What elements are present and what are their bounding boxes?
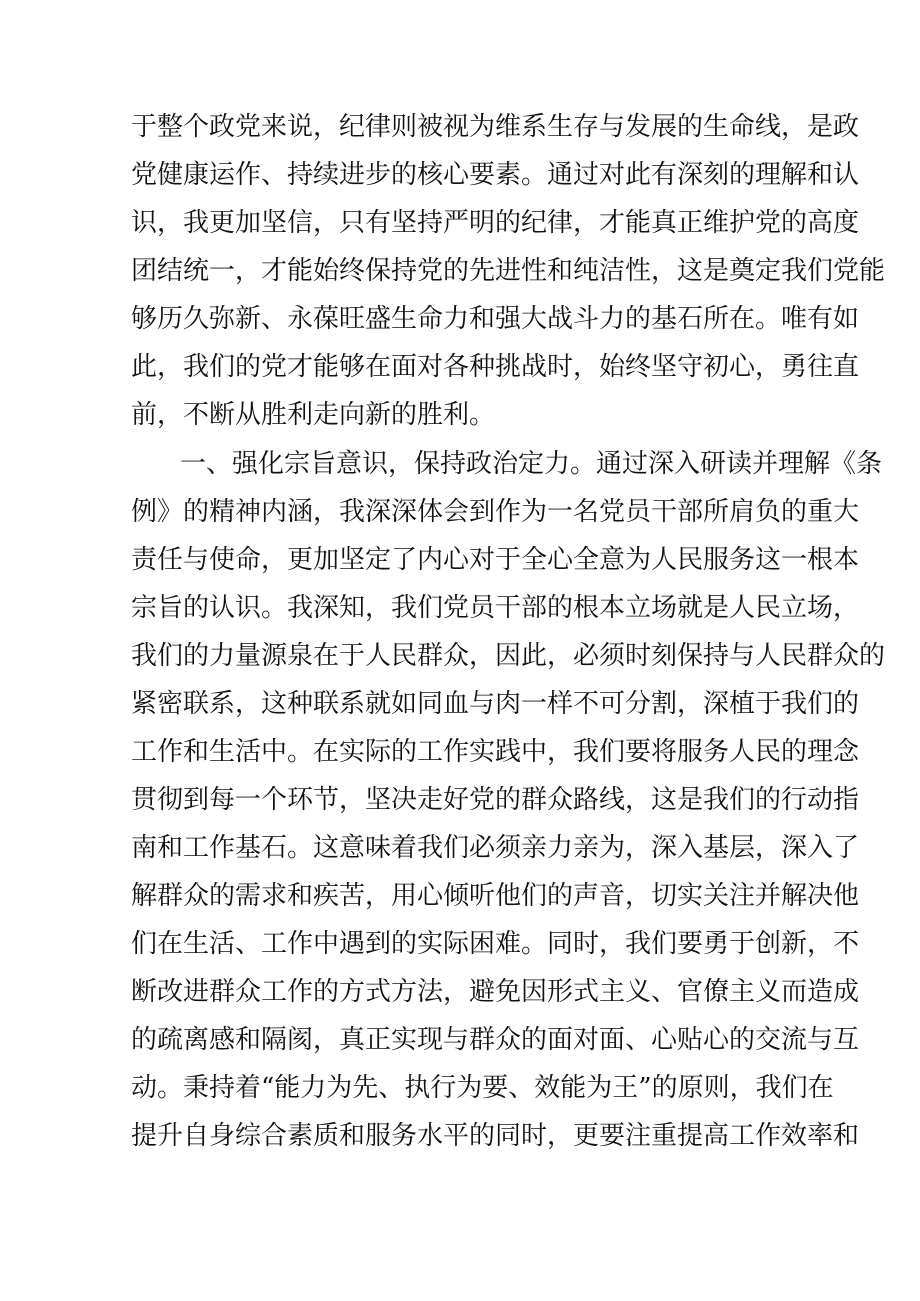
paragraph-1-line-5: 够历久弥新、永葆旺盛生命力和强大战斗力的基石所在。唯有如 <box>131 304 860 334</box>
paragraph-2-line-6: 紧密联系，这种联系就如同血与肉一样不可分割，深植于我们的 <box>131 689 860 719</box>
paragraph-2-line-3: 责任与使命，更加坚定了内心对于全心全意为人民服务这一根本 <box>131 545 860 575</box>
paragraph-2-line-12: 断改进群众工作的方式方法，避免因形式主义、官僚主义而造成 <box>131 977 860 1007</box>
paragraph-1-line-2: 党健康运作、持续进步的核心要素。通过对此有深刻的理解和认 <box>131 160 860 190</box>
paragraph-2-line-10: 解群众的需求和疾苦，用心倾听他们的声音，切实关注并解决他 <box>131 881 860 911</box>
paragraph-2-line-2: 例》的精神内涵，我深深体会到作为一名党员干部所肩负的重大 <box>131 497 860 527</box>
paragraph-2-line-8: 贯彻到每一个环节，坚决走好党的群众路线，这是我们的行动指 <box>131 785 860 815</box>
paragraph-2-line-9: 南和工作基石。这意味着我们必须亲力亲为，深入基层，深入了 <box>131 833 860 863</box>
paragraph-2-line-7: 工作和生活中。在实际的工作实践中，我们要将服务人民的理念 <box>131 737 860 767</box>
paragraph-2-line-13: 的疏离感和隔阂，真正实现与群众的面对面、心贴心的交流与互 <box>131 1025 860 1055</box>
paragraph-2-line-5: 我们的力量源泉在于人民群众，因此，必须时刻保持与人民群众的 <box>131 641 886 671</box>
paragraph-2-line-14: 动。秉持着“能力为先、执行为要、效能为王”的原则，我们在 <box>131 1073 834 1103</box>
paragraph-2-line-15: 提升自身综合素质和服务水平的同时，更要注重提高工作效率和 <box>131 1121 860 1151</box>
paragraph-2-line-4: 宗旨的认识。我深知，我们党员干部的根本立场就是人民立场， <box>131 593 860 623</box>
paragraph-1-line-1: 于整个政党来说，纪律则被视为维系生存与发展的生命线，是政 <box>131 112 860 142</box>
paragraph-1-line-7: 前，不断从胜利走向新的胜利。 <box>131 400 496 430</box>
paragraph-2-line-11: 们在生活、工作中遇到的实际困难。同时，我们要勇于创新，不 <box>131 929 860 959</box>
paragraph-2-line-1: 一、强化宗旨意识，保持政治定力。通过深入研读并理解《条 <box>180 449 883 479</box>
paragraph-1-line-6: 此，我们的党才能够在面对各种挑战时，始终坚守初心，勇往直 <box>131 352 860 382</box>
paragraph-1-line-4: 团结统一，才能始终保持党的先进性和纯洁性，这是奠定我们党能 <box>131 256 886 286</box>
paragraph-1-line-3: 识，我更加坚信，只有坚持严明的纪律，才能真正维护党的高度 <box>131 208 860 238</box>
